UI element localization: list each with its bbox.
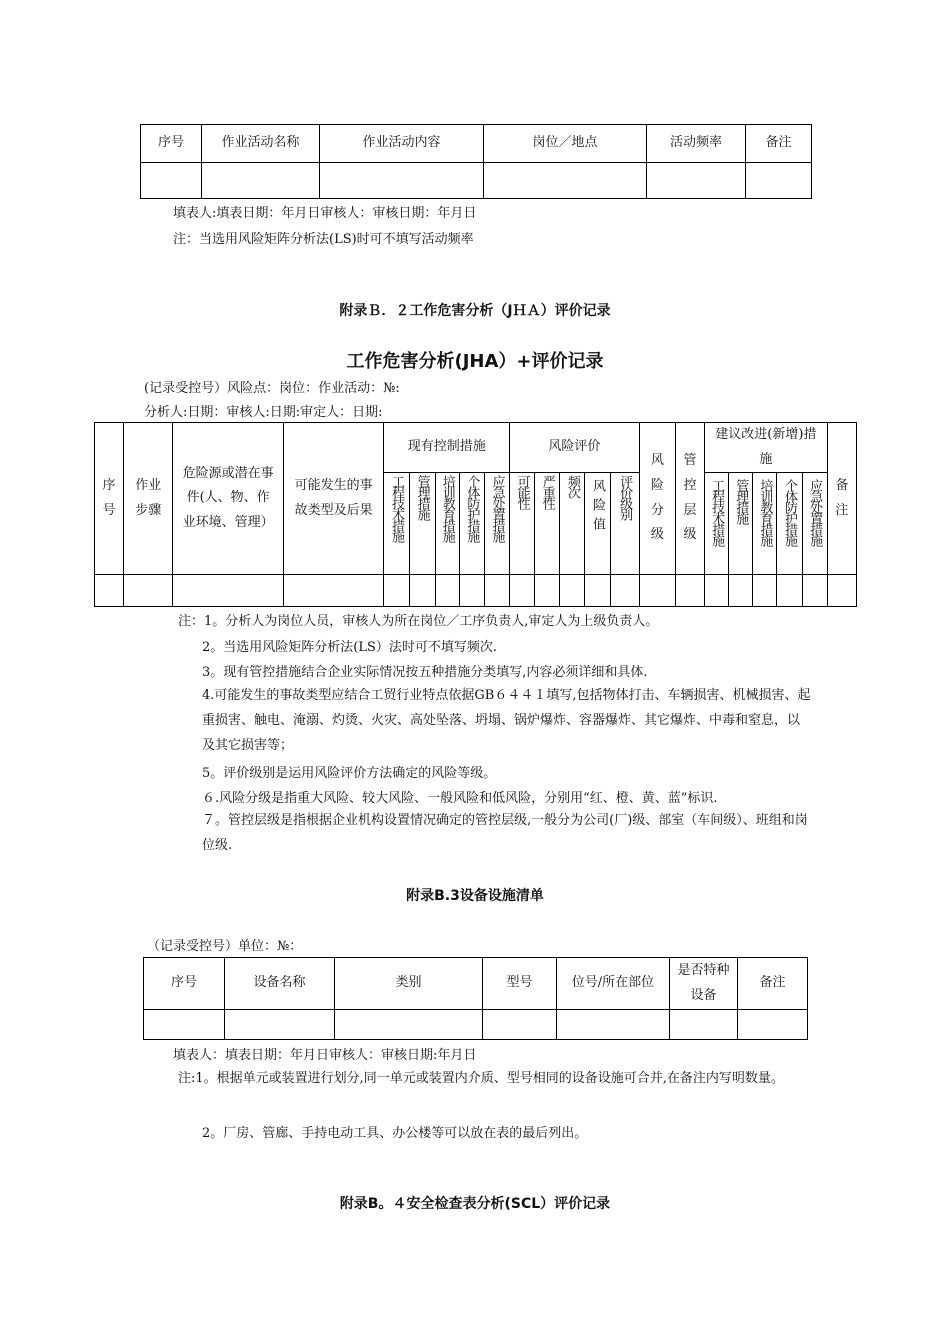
equipment-table xyxy=(143,957,808,1040)
appendix-b4-title: 附录B。４安全检查表分析(SCL）评价记录 xyxy=(339,1196,611,1212)
col-step: 作业步骤 xyxy=(124,423,173,575)
col-post-location: 岗位／地点 xyxy=(484,125,647,163)
t1-footer: 填表人:填表日期：年月日审核人：审核日期：年月日 xyxy=(173,206,477,221)
col-model: 型号 xyxy=(483,958,557,1010)
col-risk-grade: 风险分级 xyxy=(639,423,675,575)
sub-existing-management: 管理措施 xyxy=(409,473,435,575)
jha-note-2: 2。当选用风险矩阵分析法(LS）法时可不填写频次. xyxy=(202,640,498,655)
sub-existing-emergency: 应急处置措施 xyxy=(484,473,509,575)
col-remark: 备注 xyxy=(827,423,856,575)
jha-note-6: ６.风险分级是指重大风险、较大风险、一般风险和低风险，分别用“红、橙、黄、蓝”标识. xyxy=(202,791,718,806)
jha-note-3: 3。现有管控措施结合企业实际情况按五种措施分类填写,内容必须详细和具体. xyxy=(202,665,648,680)
sub-suggest-management: 管理措施 xyxy=(729,473,753,575)
sub-existing-engineering: 工程技术措施 xyxy=(384,473,409,575)
col-activity-content: 作业活动内容 xyxy=(320,125,484,163)
col-seq: 序号 xyxy=(144,958,225,1010)
jha-meta-1: (记录受控号）风险点：岗位：作业活动：№: xyxy=(144,381,400,396)
jha-note-1: 注：1。分析人为岗位人员，审核人为所在岗位／工序负责人,审定人为上级负责人。 xyxy=(178,614,659,629)
sub-eval-severity: 严重性 xyxy=(535,473,560,575)
sub-existing-ppe: 个体防护措施 xyxy=(459,473,484,575)
b3-footer: 填表人：填表日期：年月日审核人：审核日期:年月日 xyxy=(173,1048,477,1063)
b3-note-2: 2。厂房、管廊、手持电动工具、办公楼等可以放在表的最后列出。 xyxy=(202,1126,588,1141)
sub-suggest-emergency: 应急处置措施 xyxy=(802,473,827,575)
col-frequency: 活动频率 xyxy=(647,125,746,163)
col-accident: 可能发生的事故类型及后果 xyxy=(283,423,384,575)
col-seq: 序号 xyxy=(95,423,124,575)
jha-form-title: 工作危害分析(JHA）+评价记录 xyxy=(346,351,604,372)
t1-note: 注：当选用风险矩阵分析法(LS)时可不填写活动频率 xyxy=(173,232,474,247)
col-hazard: 危险源或潜在事件(人、物、作业环境、管理） xyxy=(173,423,284,575)
sub-existing-training: 培训教育措施 xyxy=(435,473,459,575)
appendix-b3-title: 附录B.3设备设施清单 xyxy=(406,888,544,904)
sub-suggest-training: 培训教育措施 xyxy=(753,473,777,575)
table-row xyxy=(144,1010,808,1040)
col-category: 类别 xyxy=(335,958,483,1010)
col-equipment-name: 设备名称 xyxy=(225,958,335,1010)
appendix-b2-title: 附录Ｂ．２工作危害分析（JＨＡ）评价记录 xyxy=(339,303,611,319)
col-special-equipment: 是否特种设备 xyxy=(670,958,738,1010)
sub-eval-frequency: 频次 xyxy=(560,473,585,575)
table-row xyxy=(95,575,857,607)
col-remark: 备注 xyxy=(746,125,812,163)
col-control-level: 管控层级 xyxy=(675,423,704,575)
sub-eval-level: 评价级别 xyxy=(610,473,639,575)
col-activity-name: 作业活动名称 xyxy=(202,125,320,163)
sub-eval-likelihood: 可能性 xyxy=(510,473,535,575)
sub-eval-risk-value: 风险值 xyxy=(585,473,610,575)
jha-note-4: 4.可能发生的事故类型应结合工贸行业特点依据GB６４４１填写,包括物体打击、车辆损害、机械损害、起重损害、触电、淹溺、灼烫、火灾、高处坠落、坍塌、锅炉爆炸、容器爆炸、其它爆炸、中毒和窒息，以及其它损害等； xyxy=(202,688,811,753)
activity-table xyxy=(140,124,812,199)
jha-note-7: ７。管控层级是指根据企业机构设置情况确定的管控层级,一般分为公司(厂)级、部室（车间级）、班组和岗位级. xyxy=(202,813,808,853)
col-seq: 序号 xyxy=(141,125,202,163)
jha-note-5: 5。评价级别是运用风险评价方法确定的风险等级。 xyxy=(202,766,497,781)
col-risk-eval: 风险评价 xyxy=(510,423,640,473)
b3-note-1: 注:1。根据单元或装置进行划分,同一单元或装置内介质、型号相同的设备设施可合并,在备注内写明数量。 xyxy=(178,1071,784,1086)
sub-suggest-engineering: 工程技术措施 xyxy=(705,473,729,575)
sub-suggest-ppe: 个体防护措施 xyxy=(777,473,802,575)
jha-table xyxy=(94,422,857,607)
b3-meta: （记录受控号）单位：№： xyxy=(147,939,303,954)
col-existing-measures: 现有控制措施 xyxy=(384,423,510,473)
col-remark: 备注 xyxy=(738,958,808,1010)
col-position: 位号/所在部位 xyxy=(557,958,670,1010)
table-row xyxy=(141,163,812,199)
col-suggest-measures: 建议改进(新增)措施 xyxy=(705,423,828,473)
jha-meta-2: 分析人:日期：审核人:日期:审定人：日期: xyxy=(144,405,383,420)
